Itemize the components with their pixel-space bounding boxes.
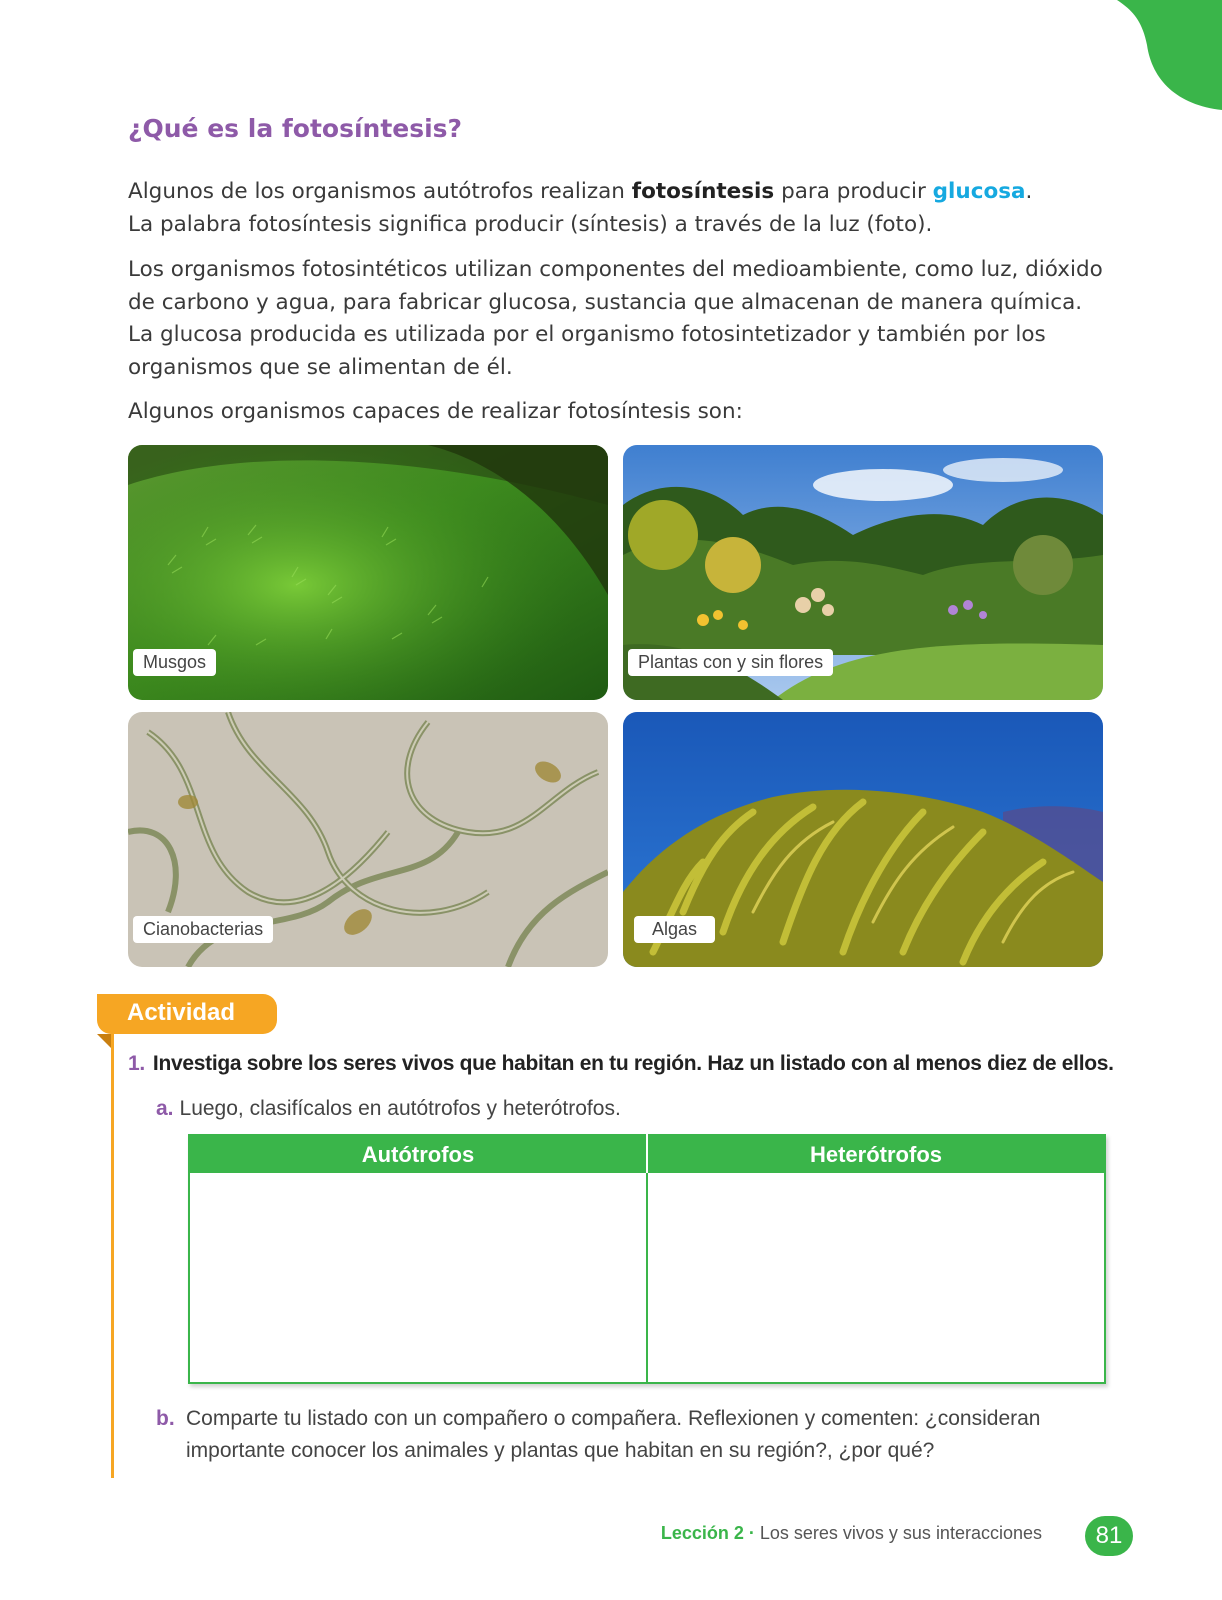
- term-fotosintesis: fotosíntesis: [631, 179, 775, 204]
- footer-lesson: [661, 1523, 1042, 1544]
- photo-algas: [623, 712, 1103, 967]
- photo-label: Cianobacterias: [133, 916, 273, 943]
- heterotrofos-answer-cell[interactable]: [647, 1173, 1105, 1383]
- classification-table: [188, 1134, 1106, 1384]
- section-title: ¿Qué es la fotosíntesis?: [128, 114, 463, 143]
- paragraph-intro-line2: La palabra fotosíntesis significa producir (síntesis) a través de la luz (foto).: [128, 211, 933, 237]
- activity-tab: [97, 994, 277, 1034]
- paragraph-organisms: Los organismos fotosintéticos utilizan componentes del medioambiente, como luz, dióxido de carbono y agua, para fabricar glucosa, sustancia que almacenan de manera química. La glucosa producida es utilizada por el organismo fotosintetizador y también por los organismos que se alimentan de él.: [128, 257, 1103, 380]
- page-number: 81: [1085, 1516, 1133, 1556]
- photo-label: Algas: [634, 916, 715, 943]
- question-letter: b.: [156, 1407, 175, 1430]
- lesson-label: Lección 2: [660, 1523, 744, 1543]
- column-header-heterotrofos: Heterótrofos: [647, 1135, 1105, 1173]
- photo-label: Plantas con y sin flores: [628, 649, 833, 676]
- column-header-autotrofos: Autótrofos: [189, 1135, 647, 1173]
- question-letter: a.: [156, 1097, 174, 1120]
- question-number: 1.: [128, 1052, 145, 1075]
- activity-tab-fold: [97, 1034, 111, 1048]
- question-1b: [156, 1403, 1116, 1467]
- paragraph-examples: Algunos organismos capaces de realizar fotosíntesis son:: [128, 399, 743, 424]
- lesson-separator: ·: [743, 1523, 760, 1543]
- activity-side-line: [111, 1034, 114, 1478]
- question-text: Investiga sobre los seres vivos que habitan en tu región. Haz un listado con al menos diez de ellos.: [152, 1052, 1114, 1075]
- activity-label: Actividad: [127, 999, 236, 1026]
- question-text: Luego, clasifícalos en autótrofos y heterótrofos.: [179, 1097, 621, 1120]
- lesson-title: Los seres vivos y sus interacciones: [759, 1523, 1042, 1543]
- question-1: [128, 1052, 1128, 1076]
- question-text: Comparte tu listado con un compañero o compañera. Reflexionen y comenten: ¿consideran importante conocer los animales y plantas que habitan en su región?, ¿por qué?: [186, 1407, 1041, 1462]
- corner-decoration: [1092, 0, 1222, 120]
- photo-plantas: [623, 445, 1103, 700]
- term-glucosa: glucosa: [932, 179, 1026, 204]
- photo-musgos: [128, 445, 608, 700]
- question-1a: [156, 1097, 621, 1121]
- autotrofos-answer-cell[interactable]: [189, 1173, 647, 1383]
- photo-label: Musgos: [133, 649, 216, 676]
- photo-cianobacterias: [128, 712, 608, 967]
- paragraph-intro: Algunos de los organismos autótrofos realizan fotosíntesis para producir glucosa. La palabra fotosíntesis significa producir (síntesis) a través de la luz (foto).: [128, 179, 1033, 237]
